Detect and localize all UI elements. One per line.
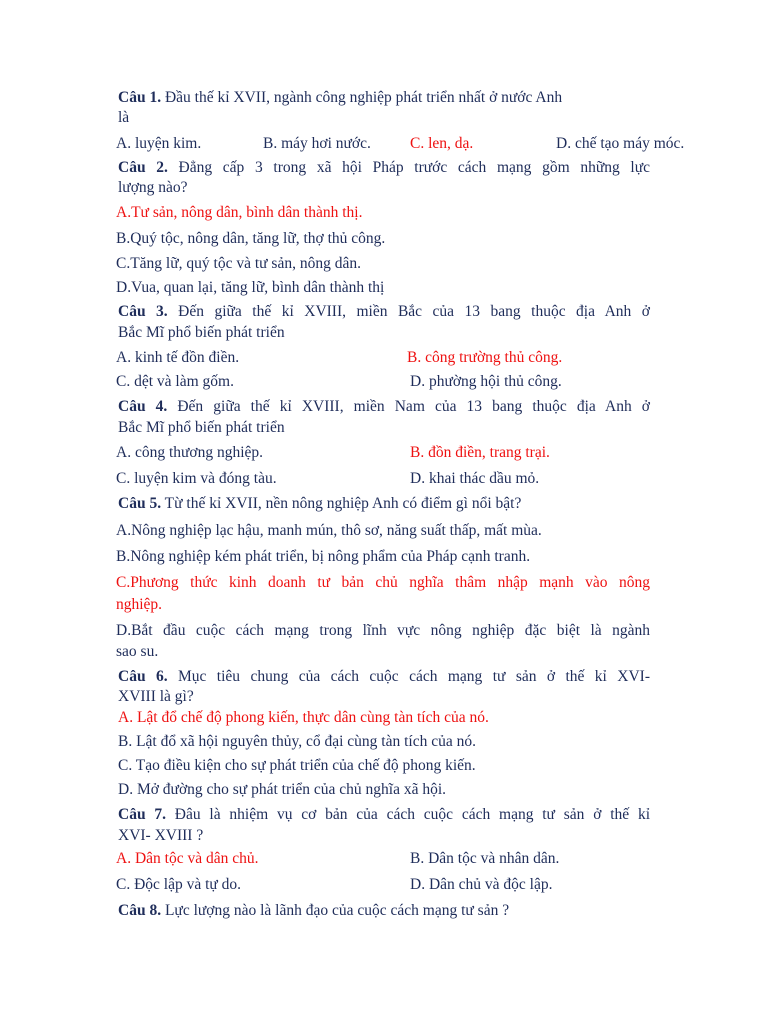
q5-option-d: D.Bắt đầu cuộc cách mạng trong lĩnh vực nông nghiệp đặc biệt là ngành xyxy=(116,622,650,639)
question-5 xyxy=(118,494,521,514)
q4-option-d: D. khai thác dầu mỏ. xyxy=(410,470,540,487)
q3-option-b-answer: B. công trường thủ công. xyxy=(407,349,563,366)
question-4-text: Đến giữa thế kỉ XVIII, miền Nam của 13 bang thuộc địa Anh ở xyxy=(167,398,650,415)
q1-option-d: D. chế tạo máy móc. xyxy=(556,135,685,152)
q7-option-c: C. Độc lập và tự do. xyxy=(116,876,242,893)
q7-option-b: B. Dân tộc và nhân dân. xyxy=(410,850,560,867)
q3-option-d: D. phường hội thủ công. xyxy=(410,373,562,390)
question-2-text-cont: lượng nào? xyxy=(118,179,188,196)
question-1-text-cont: là xyxy=(118,109,130,126)
question-1-label: Câu 1. xyxy=(118,89,162,106)
q3-option-c: C. dệt và làm gốm. xyxy=(116,373,234,390)
question-8-label: Câu 8. xyxy=(118,902,162,919)
q4-option-a: A. công thương nghiệp. xyxy=(116,444,264,461)
q5-option-d-cont: sao su. xyxy=(116,643,159,660)
q6-option-c: C. Tạo điều kiện cho sự phát triển của chế độ phong kiến. xyxy=(118,757,476,774)
q7-option-d: D. Dân chủ và độc lập. xyxy=(410,876,553,893)
q2-option-c: C.Tăng lữ, quý tộc và tư sản, nông dân. xyxy=(116,255,361,272)
question-7-text: Đâu là nhiệm vụ cơ bản của cách cuộc cách mạng tư sản ở thế kỉ xyxy=(166,806,650,823)
q5-option-c-answer: C.Phương thức kinh doanh tư bản chủ nghĩa thâm nhập mạnh vào nông xyxy=(116,574,650,591)
question-7-text-cont: XVI- XVIII ? xyxy=(118,827,204,844)
question-3-text: Đến giữa thế kỉ XVIII, miền Bắc của 13 bang thuộc địa Anh ở xyxy=(167,303,650,320)
q1-option-a: A. luyện kim. xyxy=(116,135,202,152)
question-2-label: Câu 2. xyxy=(118,159,168,176)
question-1-text: Đầu thế kỉ XVII, ngành công nghiệp phát triển nhất ở nước Anh xyxy=(161,89,563,106)
q4-option-c: C. luyện kim và đóng tàu. xyxy=(116,470,277,487)
question-3-text-cont: Bắc Mĩ phổ biến phát triển xyxy=(118,324,285,341)
q1-option-b: B. máy hơi nước. xyxy=(263,135,371,152)
question-6-text: Mục tiêu chung của cách cuộc cách mạng tư sản ở thế kỉ XVI- xyxy=(167,668,650,685)
question-5-label: Câu 5. xyxy=(118,495,162,512)
q2-option-a-answer: A.Tư sản, nông dân, bình dân thành thị. xyxy=(116,204,363,221)
question-1 xyxy=(118,88,562,108)
q6-option-b: B. Lật đổ xã hội nguyên thủy, cổ đại cùng tàn tích của nó. xyxy=(118,733,476,750)
question-2 xyxy=(118,158,650,178)
q5-option-a: A.Nông nghiệp lạc hậu, manh mún, thô sơ, năng suất thấp, mất mùa. xyxy=(116,522,542,539)
question-3-label: Câu 3. xyxy=(118,303,168,320)
q6-option-a-answer: A. Lật đổ chế độ phong kiến, thực dân cùng tàn tích của nó. xyxy=(118,709,489,726)
question-3 xyxy=(118,302,650,322)
q3-option-a: A. kinh tế đồn điền. xyxy=(116,349,240,366)
question-6-label: Câu 6. xyxy=(118,668,168,685)
q7-option-a-answer: A. Dân tộc và dân chủ. xyxy=(116,850,259,867)
question-8-text: Lực lượng nào là lãnh đạo của cuộc cách mạng tư sản ? xyxy=(161,902,510,919)
question-8 xyxy=(118,901,509,921)
q4-option-b-answer: B. đồn điền, trang trại. xyxy=(410,444,550,461)
q5-option-c-answer-cont: nghiệp. xyxy=(116,596,163,613)
question-5-text: Từ thế kỉ XVII, nền nông nghiệp Anh có điểm gì nổi bật? xyxy=(161,495,522,512)
q2-option-b: B.Quý tộc, nông dân, tăng lữ, thợ thủ công. xyxy=(116,230,386,247)
question-6-text-cont: XVIII là gì? xyxy=(118,688,194,705)
q5-option-b: B.Nông nghiệp kém phát triển, bị nông phẩm của Pháp cạnh tranh. xyxy=(116,548,531,565)
q6-option-d: D. Mở đường cho sự phát triển của chủ nghĩa xã hội. xyxy=(118,781,447,798)
question-4 xyxy=(118,397,650,417)
question-6 xyxy=(118,667,650,687)
q1-option-c-answer: C. len, dạ. xyxy=(410,135,474,152)
question-4-text-cont: Bắc Mĩ phổ biến phát triển xyxy=(118,419,285,436)
question-7 xyxy=(118,805,650,825)
q2-option-d: D.Vua, quan lại, tăng lữ, bình dân thành thị xyxy=(116,279,385,296)
question-7-label: Câu 7. xyxy=(118,806,166,823)
question-2-text: Đẳng cấp 3 trong xã hội Pháp trước cách mạng gồm những lực xyxy=(167,159,650,176)
question-4-label: Câu 4. xyxy=(118,398,168,415)
